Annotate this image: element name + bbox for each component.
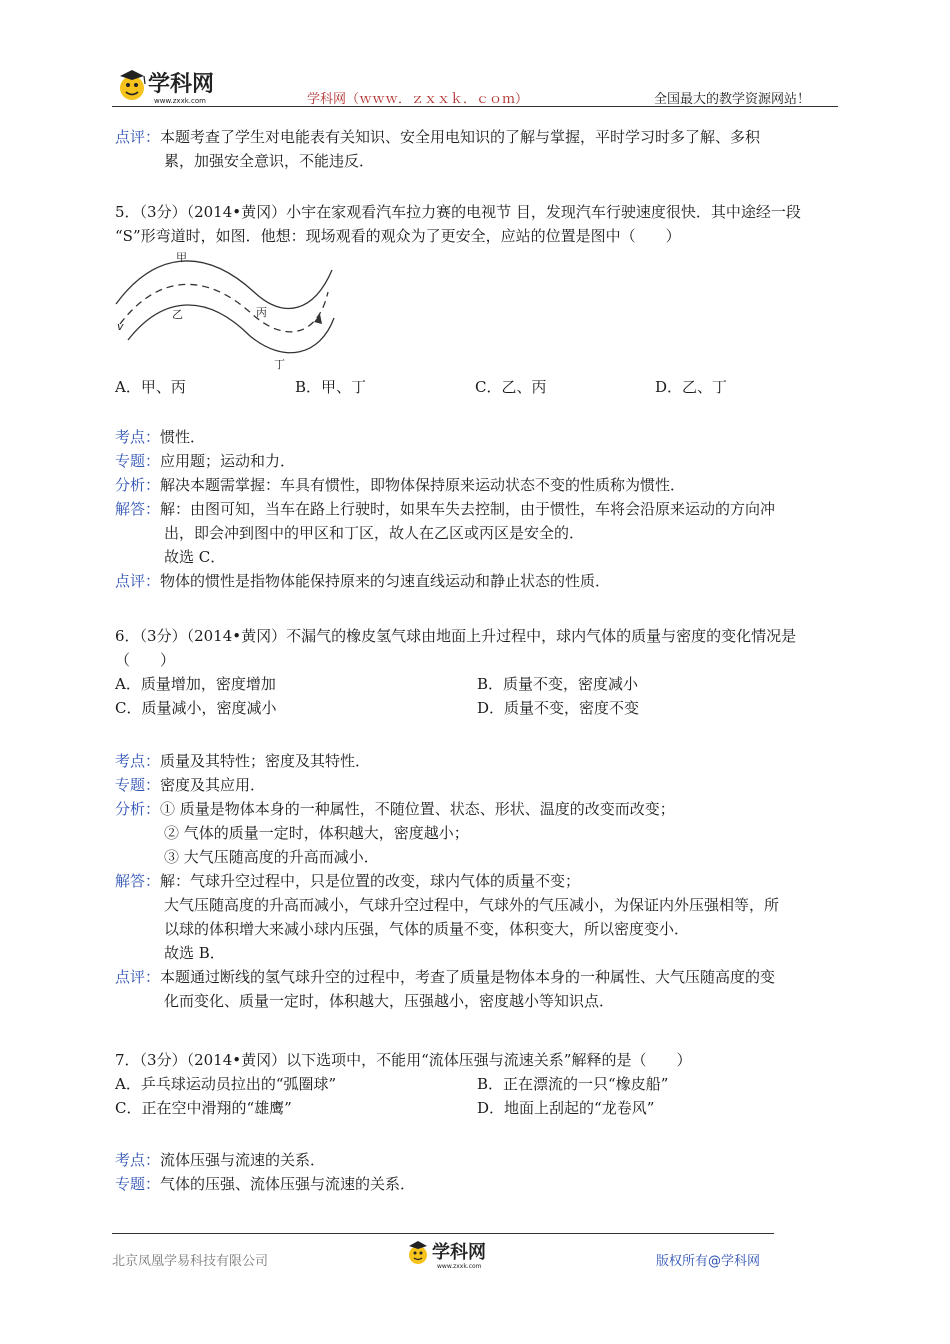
q5-options	[115, 375, 840, 399]
label-zhuanti: 专题：	[115, 1175, 161, 1193]
q6-option-b[interactable]: B．质量不变，密度减小	[477, 675, 639, 693]
q5-option-c[interactable]: C．乙、丙	[475, 378, 547, 396]
zxxk-logo	[112, 64, 230, 108]
footer-copyright: 版权所有@学科网	[656, 1254, 761, 1269]
q7-option-a[interactable]: A．乒乓球运动员拉出的“弧圈球”	[115, 1075, 337, 1093]
figure-label-v: v	[117, 320, 124, 333]
q7-stem-line: 7．（3分）（2014•黄冈）以下选项中，不能用“流体压强与流速关系”解释的是（ ）	[115, 1051, 692, 1069]
label-dianping: 点评：	[115, 572, 161, 590]
q7-stem	[115, 1048, 840, 1120]
q6-analysis	[115, 749, 840, 1013]
q5-zhuanti: 应用题；运动和力．	[160, 452, 296, 470]
road-outer-edge	[116, 261, 332, 309]
label-dianping: 点评：	[115, 128, 161, 146]
q6-stem-line-1: 6．（3分）（2014•黄冈）不漏气的橡皮氢气球由地面上升过程中，球内气体的质量与密度的变化情况是	[115, 627, 797, 645]
q6-jieda-line-4: 故选 B．	[164, 944, 225, 962]
q5-option-b[interactable]: B．甲、丁	[295, 378, 367, 396]
q6-jieda-line-2: 大气压随高度的升高而减小，气球升空过程中，气球外的气压减小，为保证内外压强相等，所	[164, 896, 780, 914]
q4-comment	[115, 125, 840, 173]
q5-analysis	[115, 425, 840, 593]
q6-stem	[115, 624, 840, 720]
footer-zxxk-logo	[404, 1236, 504, 1272]
page-header	[112, 62, 836, 110]
footer-company: 北京凤凰学易科技有限公司	[112, 1254, 269, 1269]
q6-jieda-line-3: 以球的体积增大来减小球内压强，气体的质量不变，体积变大，所以密度变小．	[164, 920, 690, 938]
q7-analysis	[115, 1148, 840, 1196]
q6-fenxi-line-3: ③ 大气压随高度的升高而减小．	[164, 848, 379, 866]
label-kaodian: 考点：	[115, 428, 161, 446]
label-zhuanti: 专题：	[115, 452, 161, 470]
q5-kaodian: 惯性．	[160, 428, 206, 446]
q5-stem-line-2: “S”形弯道时，如图．他想：现场观看的观众为了更安全，应站的位置是图中（ ）	[115, 227, 681, 245]
footer-logo-url: www.zxxk.com	[437, 1263, 482, 1270]
header-logo-text: 学科网	[148, 72, 215, 97]
q7-kaodian: 流体压强与流速的关系．	[160, 1151, 326, 1169]
q6-option-a[interactable]: A．质量增加，密度增加	[115, 675, 276, 693]
q5-stem	[115, 200, 840, 248]
header-slogan: 全国最大的教学资源网站！	[653, 92, 810, 107]
label-fenxi: 分析：	[115, 476, 161, 494]
q5-option-d[interactable]: D．乙、丁	[655, 378, 728, 396]
s-curve-road-figure	[114, 252, 344, 370]
label-jieda: 解答：	[115, 500, 161, 518]
q7-zhuanti: 气体的压强、流体压强与流速的关系．	[160, 1175, 416, 1193]
q4-comment-line-1: 本题考查了学生对电能表有关知识、安全用电知识的了解与掌握，平时学习时多了解、多积	[160, 128, 761, 146]
figure-label-ding: 丁	[274, 358, 285, 370]
label-dianping: 点评：	[115, 968, 161, 986]
q5-option-a[interactable]: A．甲、丙	[115, 378, 186, 396]
header-site-link[interactable]: 学科网（ｗｗｗ．ｚｘｘｋ．ｃｏｍ）	[307, 92, 529, 107]
q5-dianping: 物体的惯性是指物体能保持原来的匀速直线运动和静止状态的性质．	[160, 572, 611, 590]
label-kaodian: 考点：	[115, 752, 161, 770]
q5-jieda-line-2: 出，即会冲到图中的甲区和丁区，故人在乙区或丙区是安全的．	[164, 524, 585, 542]
q6-stem-line-2: （ ）	[115, 651, 176, 669]
q5-fenxi: 解决本题需掌握：车具有惯性，即物体保持原来运动状态不变的性质称为惯性．	[160, 476, 686, 494]
q5-jieda-line-1: 解：由图可知，当车在路上行驶时，如果车失去控制，由于惯性，车将会沿原来运动的方向冲	[160, 500, 776, 518]
q7-option-c[interactable]: C．正在空中滑翔的“雄鹰”	[115, 1099, 292, 1117]
q6-option-d[interactable]: D．质量不变，密度不变	[477, 699, 640, 717]
footer-logo-text: 学科网	[432, 1242, 486, 1263]
q6-option-c[interactable]: C．质量减小，密度减小	[115, 699, 277, 717]
q6-jieda-line-1: 解：气球升空过程中，只是位置的改变，球内气体的质量不变；	[160, 872, 581, 890]
label-jieda: 解答：	[115, 872, 161, 890]
q6-fenxi-line-2: ② 气体的质量一定时，体积越大，密度越小；	[164, 824, 469, 842]
q7-option-b[interactable]: B．正在漂流的一只“橡皮船”	[477, 1075, 669, 1093]
figure-label-yi: 乙	[172, 308, 183, 321]
label-kaodian: 考点：	[115, 1151, 161, 1169]
header-logo-url: www.zxxk.com	[154, 97, 206, 105]
label-zhuanti: 专题：	[115, 776, 161, 794]
figure-label-bing: 丙	[256, 306, 267, 319]
q4-comment-line-2: 累，加强安全意识，不能违反．	[164, 152, 375, 170]
q5-jieda-line-3: 故选 C．	[164, 548, 226, 566]
q7-option-d[interactable]: D．地面上刮起的“龙卷风”	[477, 1099, 655, 1117]
figure-label-jia: 甲	[176, 252, 187, 264]
q6-dianping-line-1: 本题通过断线的氢气球升空的过程中，考查了质量是物体本身的一种属性、大气压随高度的变	[160, 968, 776, 986]
road-center-line	[120, 284, 328, 332]
q6-dianping-line-2: 化而变化、质量一定时，体积越大，压强越小，密度越小等知识点．	[164, 992, 615, 1010]
header-divider	[112, 106, 838, 107]
q6-kaodian: 质量及其特性；密度及其特性．	[160, 752, 371, 770]
q6-zhuanti: 密度及其应用．	[160, 776, 266, 794]
q5-stem-line-1: 5．（3分）（2014•黄冈）小宇在家观看汽车拉力赛的电视节 目，发现汽车行驶速度很快．其中途经一段	[115, 203, 801, 221]
footer-divider	[112, 1233, 774, 1234]
q6-fenxi-line-1: ① 质量是物体本身的一种属性，不随位置、状态、形状、温度的改变而改变；	[160, 800, 675, 818]
label-fenxi: 分析：	[115, 800, 161, 818]
